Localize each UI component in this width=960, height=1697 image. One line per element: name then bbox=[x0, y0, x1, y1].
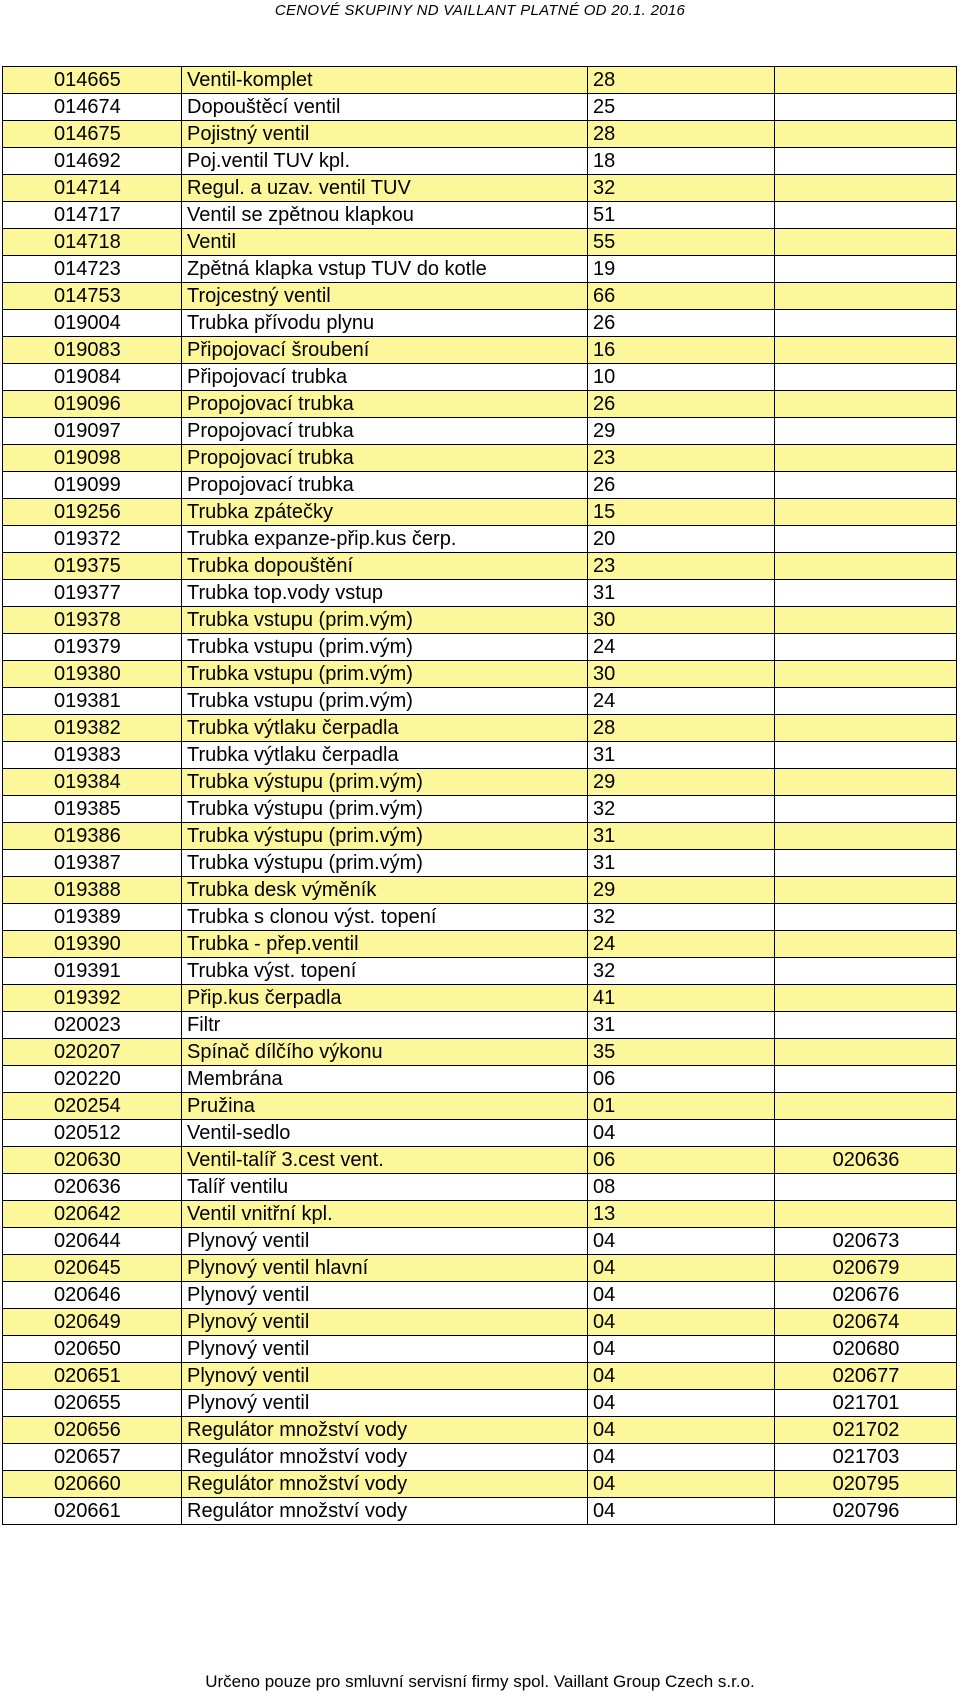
price-group-cell: 24 bbox=[588, 634, 775, 661]
description-cell: Ventil-talíř 3.cest vent. bbox=[182, 1147, 588, 1174]
part-number-cell: 019256 bbox=[3, 499, 182, 526]
table-row bbox=[3, 1363, 957, 1390]
table-row bbox=[3, 229, 957, 256]
table-row bbox=[3, 1066, 957, 1093]
table-row bbox=[3, 67, 957, 94]
table-row bbox=[3, 1012, 957, 1039]
replacement-part-cell bbox=[775, 202, 957, 229]
description-cell: Trojcestný ventil bbox=[182, 283, 588, 310]
description-cell: Trubka expanze-přip.kus čerp. bbox=[182, 526, 588, 553]
description-cell: Propojovací trubka bbox=[182, 391, 588, 418]
replacement-part-cell bbox=[775, 526, 957, 553]
description-cell: Trubka vstupu (prim.vým) bbox=[182, 607, 588, 634]
replacement-part-cell: 020795 bbox=[775, 1471, 957, 1498]
page-header: CENOVÉ SKUPINY ND VAILLANT PLATNÉ OD 20.1. 2016 bbox=[274, 2, 686, 19]
table-row bbox=[3, 526, 957, 553]
part-number-cell: 020655 bbox=[3, 1390, 182, 1417]
price-group-cell: 06 bbox=[588, 1147, 775, 1174]
description-cell: Trubka vstupu (prim.vým) bbox=[182, 634, 588, 661]
table-row bbox=[3, 364, 957, 391]
part-number-cell: 014674 bbox=[3, 94, 182, 121]
table-row bbox=[3, 742, 957, 769]
description-cell: Regulátor množství vody bbox=[182, 1417, 588, 1444]
price-group-cell: 04 bbox=[588, 1417, 775, 1444]
table-row bbox=[3, 202, 957, 229]
part-number-cell: 019388 bbox=[3, 877, 182, 904]
part-number-cell: 019372 bbox=[3, 526, 182, 553]
price-group-cell: 04 bbox=[588, 1471, 775, 1498]
price-group-cell: 31 bbox=[588, 823, 775, 850]
price-table-body bbox=[3, 67, 957, 1525]
replacement-part-cell bbox=[775, 661, 957, 688]
table-row bbox=[3, 121, 957, 148]
table-row bbox=[3, 688, 957, 715]
replacement-part-cell bbox=[775, 1120, 957, 1147]
table-row bbox=[3, 931, 957, 958]
table-row bbox=[3, 985, 957, 1012]
description-cell: Připojovací trubka bbox=[182, 364, 588, 391]
replacement-part-cell bbox=[775, 445, 957, 472]
description-cell: Připojovací šroubení bbox=[182, 337, 588, 364]
price-group-cell: 55 bbox=[588, 229, 775, 256]
part-number-cell: 020649 bbox=[3, 1309, 182, 1336]
table-row bbox=[3, 337, 957, 364]
part-number-cell: 019382 bbox=[3, 715, 182, 742]
price-group-cell: 26 bbox=[588, 310, 775, 337]
price-group-cell: 25 bbox=[588, 94, 775, 121]
table-row bbox=[3, 661, 957, 688]
price-group-cell: 06 bbox=[588, 1066, 775, 1093]
price-group-cell: 31 bbox=[588, 742, 775, 769]
price-group-cell: 19 bbox=[588, 256, 775, 283]
description-cell: Trubka výtlaku čerpadla bbox=[182, 742, 588, 769]
price-group-cell: 20 bbox=[588, 526, 775, 553]
price-group-cell: 04 bbox=[588, 1363, 775, 1390]
part-number-cell: 020636 bbox=[3, 1174, 182, 1201]
price-group-cell: 32 bbox=[588, 175, 775, 202]
replacement-part-cell bbox=[775, 1093, 957, 1120]
description-cell: Trubka vstupu (prim.vým) bbox=[182, 661, 588, 688]
price-group-cell: 04 bbox=[588, 1282, 775, 1309]
price-group-cell: 29 bbox=[588, 769, 775, 796]
table-row bbox=[3, 904, 957, 931]
table-row bbox=[3, 607, 957, 634]
part-number-cell: 019004 bbox=[3, 310, 182, 337]
replacement-part-cell bbox=[775, 229, 957, 256]
part-number-cell: 014717 bbox=[3, 202, 182, 229]
table-row bbox=[3, 391, 957, 418]
part-number-cell: 019384 bbox=[3, 769, 182, 796]
replacement-part-cell bbox=[775, 1039, 957, 1066]
table-row bbox=[3, 175, 957, 202]
price-group-cell: 26 bbox=[588, 472, 775, 499]
description-cell: Zpětná klapka vstup TUV do kotle bbox=[182, 256, 588, 283]
replacement-part-cell bbox=[775, 67, 957, 94]
part-number-cell: 020207 bbox=[3, 1039, 182, 1066]
table-row bbox=[3, 1498, 957, 1525]
price-group-cell: 29 bbox=[588, 418, 775, 445]
replacement-part-cell bbox=[775, 715, 957, 742]
table-row bbox=[3, 580, 957, 607]
part-number-cell: 019096 bbox=[3, 391, 182, 418]
replacement-part-cell bbox=[775, 283, 957, 310]
table-row bbox=[3, 1390, 957, 1417]
part-number-cell: 014753 bbox=[3, 283, 182, 310]
replacement-part-cell bbox=[775, 121, 957, 148]
description-cell: Trubka přívodu plynu bbox=[182, 310, 588, 337]
price-group-cell: 04 bbox=[588, 1444, 775, 1471]
price-group-cell: 08 bbox=[588, 1174, 775, 1201]
price-group-cell: 04 bbox=[588, 1390, 775, 1417]
replacement-part-cell bbox=[775, 1066, 957, 1093]
replacement-part-cell: 020676 bbox=[775, 1282, 957, 1309]
replacement-part-cell bbox=[775, 310, 957, 337]
table-row bbox=[3, 1309, 957, 1336]
part-number-cell: 019390 bbox=[3, 931, 182, 958]
part-number-cell: 020254 bbox=[3, 1093, 182, 1120]
price-group-cell: 32 bbox=[588, 796, 775, 823]
price-group-cell: 04 bbox=[588, 1255, 775, 1282]
replacement-part-cell bbox=[775, 769, 957, 796]
part-number-cell: 019379 bbox=[3, 634, 182, 661]
table-row bbox=[3, 958, 957, 985]
description-cell: Regulátor množství vody bbox=[182, 1471, 588, 1498]
price-group-cell: 28 bbox=[588, 121, 775, 148]
table-row bbox=[3, 1336, 957, 1363]
description-cell: Propojovací trubka bbox=[182, 418, 588, 445]
table-row bbox=[3, 445, 957, 472]
replacement-part-cell bbox=[775, 850, 957, 877]
replacement-part-cell bbox=[775, 958, 957, 985]
part-number-cell: 019381 bbox=[3, 688, 182, 715]
part-number-cell: 019386 bbox=[3, 823, 182, 850]
description-cell: Trubka desk výměník bbox=[182, 877, 588, 904]
replacement-part-cell bbox=[775, 472, 957, 499]
part-number-cell: 020656 bbox=[3, 1417, 182, 1444]
replacement-part-cell bbox=[775, 580, 957, 607]
replacement-part-cell bbox=[775, 337, 957, 364]
price-group-cell: 28 bbox=[588, 715, 775, 742]
replacement-part-cell bbox=[775, 904, 957, 931]
part-number-cell: 014665 bbox=[3, 67, 182, 94]
table-row bbox=[3, 1282, 957, 1309]
description-cell: Dopouštěcí ventil bbox=[182, 94, 588, 121]
replacement-part-cell bbox=[775, 148, 957, 175]
price-group-cell: 04 bbox=[588, 1498, 775, 1525]
part-number-cell: 020644 bbox=[3, 1228, 182, 1255]
price-group-cell: 26 bbox=[588, 391, 775, 418]
price-group-cell: 29 bbox=[588, 877, 775, 904]
part-number-cell: 019377 bbox=[3, 580, 182, 607]
table-row bbox=[3, 1255, 957, 1282]
replacement-part-cell: 020673 bbox=[775, 1228, 957, 1255]
price-group-cell: 23 bbox=[588, 445, 775, 472]
description-cell: Trubka zpátečky bbox=[182, 499, 588, 526]
part-number-cell: 014714 bbox=[3, 175, 182, 202]
description-cell: Talíř ventilu bbox=[182, 1174, 588, 1201]
price-group-cell: 04 bbox=[588, 1228, 775, 1255]
replacement-part-cell bbox=[775, 418, 957, 445]
description-cell: Pojistný ventil bbox=[182, 121, 588, 148]
table-row bbox=[3, 553, 957, 580]
table-row bbox=[3, 94, 957, 121]
description-cell: Trubka výstupu (prim.vým) bbox=[182, 850, 588, 877]
replacement-part-cell: 020677 bbox=[775, 1363, 957, 1390]
replacement-part-cell bbox=[775, 931, 957, 958]
description-cell: Přip.kus čerpadla bbox=[182, 985, 588, 1012]
price-group-cell: 18 bbox=[588, 148, 775, 175]
part-number-cell: 019098 bbox=[3, 445, 182, 472]
part-number-cell: 020023 bbox=[3, 1012, 182, 1039]
replacement-part-cell: 020679 bbox=[775, 1255, 957, 1282]
price-group-cell: 31 bbox=[588, 1012, 775, 1039]
part-number-cell: 020220 bbox=[3, 1066, 182, 1093]
price-group-cell: 15 bbox=[588, 499, 775, 526]
table-row bbox=[3, 1471, 957, 1498]
price-group-cell: 35 bbox=[588, 1039, 775, 1066]
part-number-cell: 020650 bbox=[3, 1336, 182, 1363]
description-cell: Regul. a uzav. ventil TUV bbox=[182, 175, 588, 202]
table-row bbox=[3, 1147, 957, 1174]
description-cell: Ventil bbox=[182, 229, 588, 256]
description-cell: Propojovací trubka bbox=[182, 445, 588, 472]
description-cell: Plynový ventil bbox=[182, 1363, 588, 1390]
description-cell: Filtr bbox=[182, 1012, 588, 1039]
description-cell: Plynový ventil bbox=[182, 1228, 588, 1255]
table-row bbox=[3, 472, 957, 499]
table-row bbox=[3, 1039, 957, 1066]
description-cell: Trubka vstupu (prim.vým) bbox=[182, 688, 588, 715]
part-number-cell: 014723 bbox=[3, 256, 182, 283]
part-number-cell: 020512 bbox=[3, 1120, 182, 1147]
replacement-part-cell: 021702 bbox=[775, 1417, 957, 1444]
table-row bbox=[3, 823, 957, 850]
replacement-part-cell bbox=[775, 94, 957, 121]
table-row bbox=[3, 310, 957, 337]
description-cell: Regulátor množství vody bbox=[182, 1498, 588, 1525]
part-number-cell: 014718 bbox=[3, 229, 182, 256]
table-row bbox=[3, 769, 957, 796]
description-cell: Pružina bbox=[182, 1093, 588, 1120]
replacement-part-cell bbox=[775, 634, 957, 661]
price-group-cell: 41 bbox=[588, 985, 775, 1012]
table-row bbox=[3, 1120, 957, 1147]
description-cell: Plynový ventil bbox=[182, 1390, 588, 1417]
replacement-part-cell bbox=[775, 1201, 957, 1228]
table-row bbox=[3, 1228, 957, 1255]
description-cell: Plynový ventil bbox=[182, 1282, 588, 1309]
description-cell: Trubka dopouštění bbox=[182, 553, 588, 580]
description-cell: Ventil se zpětnou klapkou bbox=[182, 202, 588, 229]
price-group-cell: 10 bbox=[588, 364, 775, 391]
replacement-part-cell bbox=[775, 877, 957, 904]
price-group-cell: 04 bbox=[588, 1120, 775, 1147]
part-number-cell: 019378 bbox=[3, 607, 182, 634]
part-number-cell: 019385 bbox=[3, 796, 182, 823]
table-row bbox=[3, 283, 957, 310]
replacement-part-cell bbox=[775, 796, 957, 823]
replacement-part-cell: 020796 bbox=[775, 1498, 957, 1525]
table-row bbox=[3, 1417, 957, 1444]
price-group-cell: 01 bbox=[588, 1093, 775, 1120]
description-cell: Propojovací trubka bbox=[182, 472, 588, 499]
price-group-cell: 13 bbox=[588, 1201, 775, 1228]
table-row bbox=[3, 1174, 957, 1201]
description-cell: Plynový ventil bbox=[182, 1336, 588, 1363]
part-number-cell: 019380 bbox=[3, 661, 182, 688]
price-group-cell: 28 bbox=[588, 67, 775, 94]
replacement-part-cell bbox=[775, 175, 957, 202]
part-number-cell: 019389 bbox=[3, 904, 182, 931]
description-cell: Trubka výst. topení bbox=[182, 958, 588, 985]
part-number-cell: 020630 bbox=[3, 1147, 182, 1174]
description-cell: Trubka s clonou výst. topení bbox=[182, 904, 588, 931]
replacement-part-cell bbox=[775, 607, 957, 634]
description-cell: Spínač dílčího výkonu bbox=[182, 1039, 588, 1066]
table-row bbox=[3, 850, 957, 877]
description-cell: Ventil-komplet bbox=[182, 67, 588, 94]
replacement-part-cell bbox=[775, 985, 957, 1012]
price-group-cell: 31 bbox=[588, 580, 775, 607]
part-number-cell: 019083 bbox=[3, 337, 182, 364]
description-cell: Plynový ventil bbox=[182, 1309, 588, 1336]
page-footer: Určeno pouze pro smluvní servisní firmy spol. Vaillant Group Czech s.r.o. bbox=[205, 1672, 755, 1691]
table-row bbox=[3, 256, 957, 283]
price-group-cell: 04 bbox=[588, 1309, 775, 1336]
description-cell: Ventil vnitřní kpl. bbox=[182, 1201, 588, 1228]
part-number-cell: 020642 bbox=[3, 1201, 182, 1228]
description-cell: Trubka výtlaku čerpadla bbox=[182, 715, 588, 742]
table-row bbox=[3, 418, 957, 445]
replacement-part-cell bbox=[775, 742, 957, 769]
table-row bbox=[3, 1201, 957, 1228]
price-group-cell: 32 bbox=[588, 904, 775, 931]
price-group-cell: 04 bbox=[588, 1336, 775, 1363]
replacement-part-cell bbox=[775, 499, 957, 526]
table-row bbox=[3, 499, 957, 526]
table-row bbox=[3, 715, 957, 742]
replacement-part-cell bbox=[775, 823, 957, 850]
description-cell: Poj.ventil TUV kpl. bbox=[182, 148, 588, 175]
replacement-part-cell: 020680 bbox=[775, 1336, 957, 1363]
price-group-cell: 24 bbox=[588, 931, 775, 958]
part-number-cell: 020646 bbox=[3, 1282, 182, 1309]
replacement-part-cell: 021703 bbox=[775, 1444, 957, 1471]
table-row bbox=[3, 1444, 957, 1471]
description-cell: Trubka výstupu (prim.vým) bbox=[182, 823, 588, 850]
part-number-cell: 019099 bbox=[3, 472, 182, 499]
part-number-cell: 019084 bbox=[3, 364, 182, 391]
description-cell: Trubka - přep.ventil bbox=[182, 931, 588, 958]
part-number-cell: 019375 bbox=[3, 553, 182, 580]
replacement-part-cell bbox=[775, 364, 957, 391]
description-cell: Regulátor množství vody bbox=[182, 1444, 588, 1471]
replacement-part-cell bbox=[775, 553, 957, 580]
replacement-part-cell bbox=[775, 256, 957, 283]
table-row bbox=[3, 877, 957, 904]
part-number-cell: 014692 bbox=[3, 148, 182, 175]
part-number-cell: 020660 bbox=[3, 1471, 182, 1498]
part-number-cell: 019391 bbox=[3, 958, 182, 985]
replacement-part-cell bbox=[775, 688, 957, 715]
part-number-cell: 020661 bbox=[3, 1498, 182, 1525]
price-group-cell: 23 bbox=[588, 553, 775, 580]
price-group-table bbox=[2, 66, 957, 1525]
part-number-cell: 020657 bbox=[3, 1444, 182, 1471]
replacement-part-cell bbox=[775, 391, 957, 418]
description-cell: Trubka top.vody vstup bbox=[182, 580, 588, 607]
price-group-cell: 16 bbox=[588, 337, 775, 364]
price-group-cell: 66 bbox=[588, 283, 775, 310]
description-cell: Plynový ventil hlavní bbox=[182, 1255, 588, 1282]
price-group-cell: 32 bbox=[588, 958, 775, 985]
part-number-cell: 019392 bbox=[3, 985, 182, 1012]
part-number-cell: 020645 bbox=[3, 1255, 182, 1282]
table-row bbox=[3, 1093, 957, 1120]
replacement-part-cell: 021701 bbox=[775, 1390, 957, 1417]
replacement-part-cell: 020674 bbox=[775, 1309, 957, 1336]
table-row bbox=[3, 796, 957, 823]
part-number-cell: 019387 bbox=[3, 850, 182, 877]
price-group-cell: 24 bbox=[588, 688, 775, 715]
replacement-part-cell: 020636 bbox=[775, 1147, 957, 1174]
description-cell: Trubka výstupu (prim.vým) bbox=[182, 796, 588, 823]
price-group-cell: 51 bbox=[588, 202, 775, 229]
part-number-cell: 019097 bbox=[3, 418, 182, 445]
part-number-cell: 020651 bbox=[3, 1363, 182, 1390]
description-cell: Ventil-sedlo bbox=[182, 1120, 588, 1147]
replacement-part-cell bbox=[775, 1012, 957, 1039]
table-row bbox=[3, 634, 957, 661]
description-cell: Trubka výstupu (prim.vým) bbox=[182, 769, 588, 796]
price-group-cell: 30 bbox=[588, 661, 775, 688]
description-cell: Membrána bbox=[182, 1066, 588, 1093]
table-row bbox=[3, 148, 957, 175]
part-number-cell: 014675 bbox=[3, 121, 182, 148]
price-group-cell: 30 bbox=[588, 607, 775, 634]
part-number-cell: 019383 bbox=[3, 742, 182, 769]
price-group-cell: 31 bbox=[588, 850, 775, 877]
replacement-part-cell bbox=[775, 1174, 957, 1201]
